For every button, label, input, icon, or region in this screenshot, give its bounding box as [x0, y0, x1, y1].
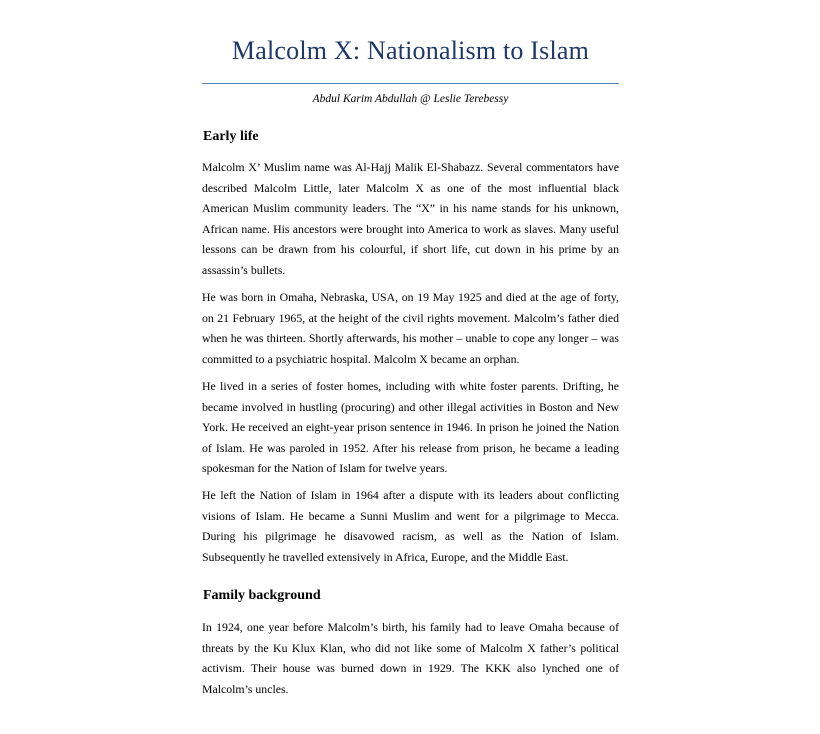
author-byline: Abdul Karim Abdullah @ Leslie Terebessy — [312, 93, 509, 105]
document-title: Malcolm X: Nationalism to Islam — [231, 36, 590, 65]
section-heading-family-background: Family background — [203, 588, 321, 603]
paragraph-early-life-3: He lived in a series of foster homes, including with white foster parents. Drifting, he became involved in hustling (procuring) and other illegal activities in Boston and New York. He received an eight-year prison sentence in 1946. In prison he joined the Nation of Islam. He was paroled in 1952. After his release from prison, he became a leading spokesman for the Nation of Islam for twelve years. — [202, 379, 619, 476]
paragraph-family-background-1: In 1924, one year before Malcolm’s birth, his family had to leave Omaha because of threats by the Ku Klux Klan, who did not like some of Malcolm X father’s political activism. Their house was burned down in 1929. The KKK also lynched one of Malcolm’s uncles. — [202, 620, 619, 696]
paragraph-early-life-4: He left the Nation of Islam in 1964 after a dispute with its leaders about conflicting visions of Islam. He became a Sunni Muslim and went for a pilgrimage to Mecca. During his pilgrimage he disavowed racism, as well as the Nation of Islam. Subsequently he travelled extensively in Africa, Europe, and the Middle East. — [202, 488, 619, 564]
section-heading-early-life: Early life — [203, 129, 259, 144]
paragraph-early-life-1: Malcolm X’ Muslim name was Al-Hajj Malik El-Shabazz. Several commentators have described Malcolm Little, later Malcolm X as one of the most influential black American Muslim community leaders. The “X” in his name stands for his unknown, African name. His ancestors were brought into America to work as slaves. Many useful lessons can be drawn from his colourful, if short life, cut down in his prime by an assassin’s bullets. — [202, 160, 619, 277]
title-divider — [202, 83, 619, 84]
paragraph-early-life-2: He was born in Omaha, Nebraska, USA, on 19 May 1925 and died at the age of forty, on 21 February 1965, at the height of the civil rights movement. Malcolm’s father died when he was thirteen. Shortly afterwards, his mother – unable to cope any longer – was committed to a psychiatric hospital. Malcolm X became an orphan. — [202, 290, 619, 366]
